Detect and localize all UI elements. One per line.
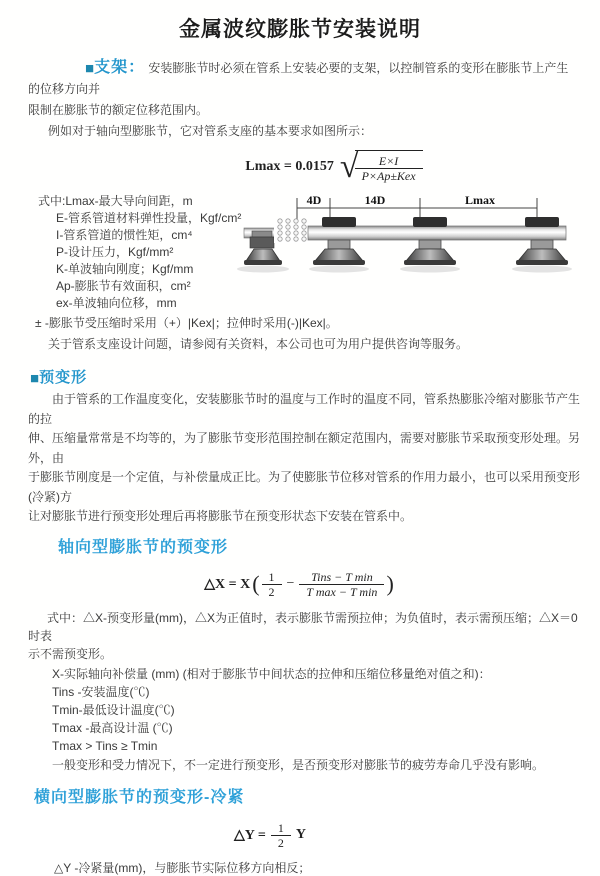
- half-num: 1: [268, 569, 275, 584]
- half-num: 1: [277, 820, 284, 835]
- axial-line: 式中：△X-预变形量(mm)，△X为正值时，表示膨胀节需预拉伸；为负值时，表示需预压缩；△X＝0时表: [28, 610, 578, 643]
- axial-formula-lhs: △X = X: [204, 576, 251, 592]
- support-line-1: [28, 57, 578, 100]
- axial-param: Tmax > Tins ≥ Tmin: [52, 738, 158, 753]
- pipe-support: [313, 217, 365, 265]
- formula-denominator: P×Ap±Kex: [355, 168, 423, 183]
- dim-label-4d: 4D: [306, 193, 322, 207]
- sqrt-symbol: √: [339, 147, 359, 185]
- axial-param: Tins -安装温度(℃): [52, 684, 150, 699]
- consulting-note: 关于管系支座设计问题，请参阅有关资料，本公司也可为用户提供咨询等服务。: [48, 337, 469, 351]
- section-square-icon: ■: [30, 370, 40, 387]
- temp-den: T max − T min: [299, 584, 384, 599]
- lateral-formula-lhs: △Y =: [234, 827, 266, 843]
- temp-num: Tins − T min: [311, 569, 373, 584]
- definition-item: ex-单波轴向位移，mm: [56, 296, 177, 310]
- half-den: 2: [271, 835, 291, 850]
- support-shadow: [237, 266, 289, 273]
- right-paren: ): [386, 571, 394, 596]
- definition-intro: 式中:Lmax-最大导向间距，m: [38, 194, 193, 208]
- formula-lhs: Lmax = 0.0157: [245, 158, 334, 174]
- axial-subheading: 轴向型膨胀节的预变形: [58, 538, 229, 556]
- predeform-line: 伸、压缩量常常是不均等的，为了膨胀节变形范围控制在额定范围内，需要对膨胀节采取预变形处理。另外，由: [28, 431, 581, 465]
- axial-line: 示不需预变形。: [28, 646, 113, 661]
- anchor-base: [246, 249, 280, 261]
- definition-item: P-设计压力，Kgf/mm²: [56, 245, 174, 259]
- half-den: 2: [262, 584, 282, 599]
- support-shadow: [309, 266, 369, 273]
- axial-param: X-实际轴向补偿量 (mm) (相对于膨胀节中间状态的拉伸和压缩位移量绝对值之和)：: [52, 666, 491, 681]
- predeform-paragraph: [28, 390, 580, 527]
- support-line-2: 限制在膨胀节的额定位移范围内。: [28, 103, 209, 117]
- anchor-cap: [252, 231, 272, 237]
- support-shadow: [400, 266, 460, 273]
- left-paren: (: [252, 571, 260, 596]
- pipe-support-diagram: [244, 190, 578, 285]
- pipe-support-diagram-svg: [244, 190, 578, 280]
- definition-item: K-单波轴向刚度；Kgf/mm: [56, 262, 194, 276]
- definition-item: E-管系管道材料弹性投量，Kgf/cm²: [56, 211, 242, 225]
- predeform-line: 让对膨胀节进行预变形处理后再将膨胀节在预变形状态下安装在管系中。: [28, 509, 413, 523]
- axial-formula: [204, 570, 396, 599]
- axial-explanation: [28, 609, 580, 663]
- page-title: 金属波纹膨胀节安装说明: [179, 18, 421, 41]
- support-line-3: 例如对于轴向型膨胀节，它对管系支座的基本要求如图所示：: [48, 124, 373, 138]
- dim-label-lmax: Lmax: [465, 193, 495, 207]
- anchor-block: [250, 237, 274, 248]
- plus-minus-note: ± -膨胀节受压缩时采用（+）|Kex|；拉伸时采用(-)|Kex|。: [35, 316, 338, 330]
- support-section: [28, 57, 578, 142]
- axial-param: Tmax -最高设计温 (℃): [52, 720, 173, 735]
- predeform-line: 于膨胀节刚度是一个定值，与补偿量成正比。为了使膨胀节位移对管系的作用力最小，也可以采用预变形(冷紧)方: [28, 470, 581, 504]
- pipe-support: [516, 217, 568, 265]
- axial-note: 一般变形和受力情况下，不一定进行预变形，是否预变形对膨胀节的疲劳寿命几乎没有影响。: [52, 757, 545, 772]
- minus-sign: −: [286, 576, 295, 591]
- guide-spacing-formula: [245, 147, 422, 185]
- axial-param: Tmin-最低设计温度(℃): [52, 702, 175, 717]
- lateral-formula: [234, 821, 306, 850]
- support-text-1: 安装膨胀节时必须在管系上安装必要的支架，以控制管系的变形在膨胀节上产生的位移方向并: [28, 61, 569, 96]
- formula-numerator: E×I: [378, 154, 399, 168]
- lateral-subheading: 横向型膨胀节的预变形-冷紧: [34, 788, 245, 806]
- predeform-heading-label: 预变形: [39, 369, 88, 386]
- dim-label-14d: 14D: [364, 193, 386, 207]
- axial-parameters: [52, 665, 600, 755]
- section-square-icon: ■: [85, 60, 95, 77]
- support-shadow: [512, 266, 572, 273]
- predeform-heading: [30, 366, 600, 387]
- anchor-foot: [244, 260, 282, 265]
- predeform-line: 由于管系的工作温度变化，安装膨胀节时的温度与工作时的温度不同，管系热膨胀冷缩对膨胀节产生的拉: [28, 392, 581, 426]
- pipe: [308, 226, 566, 240]
- pipe-support: [404, 217, 456, 265]
- definition-item: I-管系管道的惯性矩，cm⁴: [56, 228, 193, 242]
- definition-item: Ap-膨胀节有效面积，cm²: [56, 279, 191, 293]
- support-section-label: 支架：: [94, 59, 146, 76]
- lateral-formula-rhs: Y: [295, 827, 306, 842]
- lateral-note: △Y -冷紧量(mm)，与膨胀节实际位移方向相反；: [54, 860, 311, 875]
